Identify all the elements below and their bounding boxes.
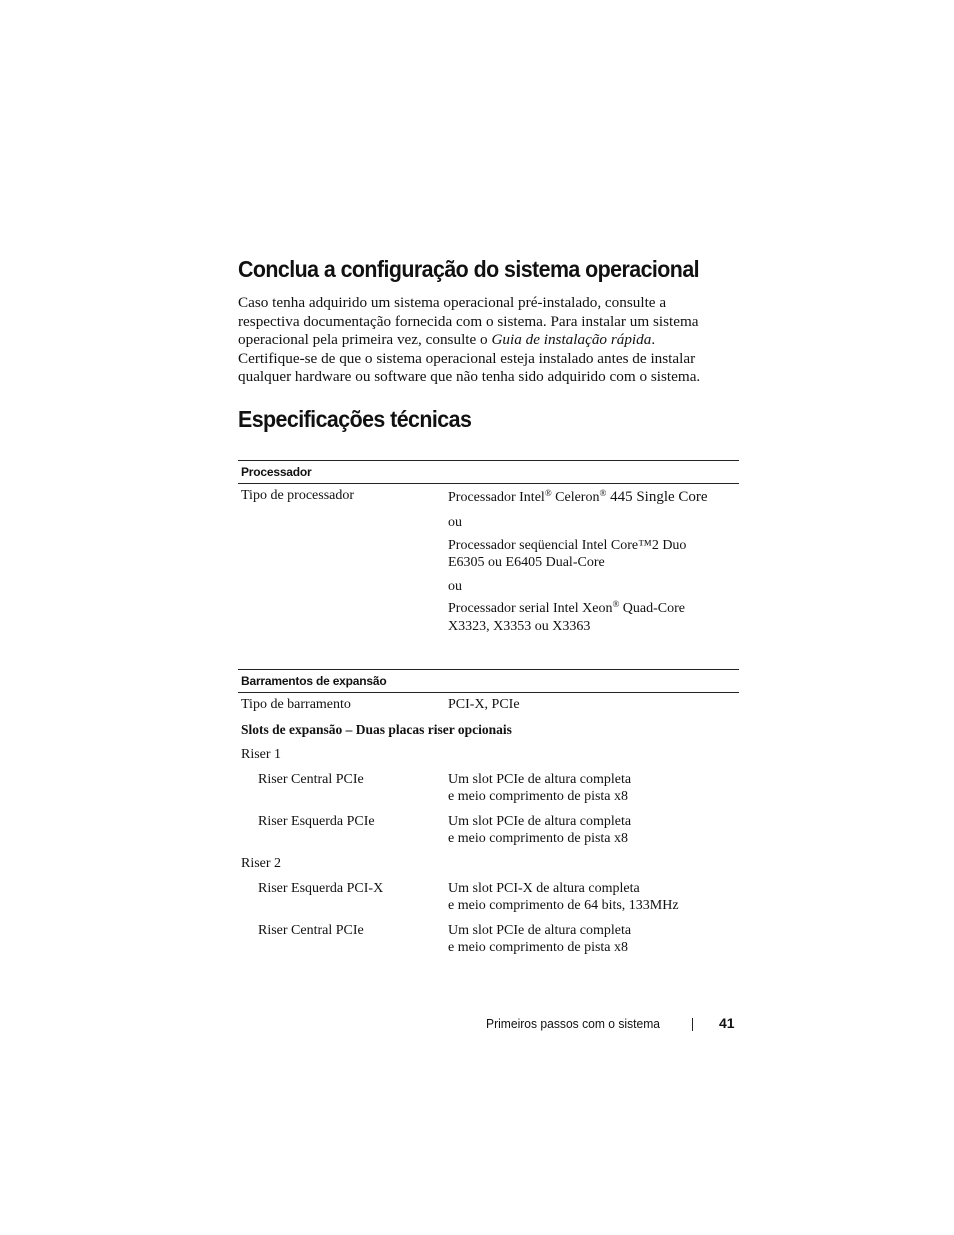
intro-line: Certifique-se de que o sistema operacional esteja instalado antes de instalar	[238, 349, 696, 367]
processor-section-header	[238, 460, 739, 484]
setup-intro-paragraph	[238, 294, 739, 387]
footer-section-name: Primeiros passos com o sistema	[486, 1016, 661, 1031]
riser2-item-desc-line2: e meio comprimento de 64 bits, 133MHz	[448, 898, 679, 913]
processor-option-celeron: Processador Intel® Celeron® 445 Single Core	[448, 488, 708, 505]
intro-line: Caso tenha adquirido um sistema operacional pré-instalado, consulte a	[238, 294, 667, 311]
bus-type-label: Tipo de barramento	[241, 697, 351, 712]
intro-line: operacional pela primeira vez, consulte o Guia de instalação rápida.	[238, 331, 656, 349]
footer-separator	[692, 1018, 693, 1031]
riser1-item-desc-line2: e meio comprimento de pista x8	[448, 789, 629, 804]
page-number: 41	[719, 1015, 735, 1031]
processor-section-title: Processador	[241, 465, 312, 479]
processor-option-core2-line1: Processador seqüencial Intel Core™2 Duo	[448, 538, 687, 553]
riser1-item-name: Riser Central PCIe	[258, 772, 364, 787]
setup-heading: Conclua a configuração do sistema operacional	[238, 256, 700, 282]
expansion-section-header	[238, 669, 739, 693]
processor-option-core2-line2: E6305 ou E6405 Dual-Core	[448, 555, 605, 570]
intro-line: qualquer hardware ou software que não tenha sido adquirido com o sistema.	[238, 368, 701, 386]
expansion-section-title: Barramentos de expansão	[241, 674, 387, 688]
riser1-item-desc-line2: e meio comprimento de pista x8	[448, 831, 629, 846]
riser2-item-desc-line1: Um slot PCI-X de altura completa	[448, 881, 640, 896]
riser2-item-desc-line2: e meio comprimento de pista x8	[448, 940, 629, 955]
riser2-item-name: Riser Central PCIe	[258, 923, 364, 938]
riser1-item-name: Riser Esquerda PCIe	[258, 814, 375, 829]
expansion-slots-label: Slots de expansão – Duas placas riser opcionais	[241, 722, 512, 737]
quick-install-guide-title: Guia de instalação rápida	[491, 331, 652, 349]
riser2-item-name: Riser Esquerda PCI-X	[258, 881, 384, 896]
processor-or-text: ou	[448, 515, 462, 530]
riser2-item-desc-line1: Um slot PCIe de altura completa	[448, 923, 632, 938]
bus-type-value: PCI-X, PCIe	[448, 697, 520, 712]
specs-heading: Especificações técnicas	[238, 406, 472, 432]
processor-option-xeon-line1: Processador serial Intel Xeon® Quad-Core	[448, 599, 685, 616]
riser1-item-desc-line1: Um slot PCIe de altura completa	[448, 814, 632, 829]
processor-or-text: ou	[448, 579, 462, 594]
processor-type-label: Tipo de processador	[241, 488, 355, 503]
intro-line: respectiva documentação fornecida com o sistema. Para instalar um sistema	[238, 312, 699, 330]
processor-option-xeon-line2: X3323, X3353 ou X3363	[448, 619, 591, 634]
riser1-label: Riser 1	[241, 747, 282, 762]
riser2-label: Riser 2	[241, 856, 282, 871]
riser1-item-desc-line1: Um slot PCIe de altura completa	[448, 772, 632, 787]
